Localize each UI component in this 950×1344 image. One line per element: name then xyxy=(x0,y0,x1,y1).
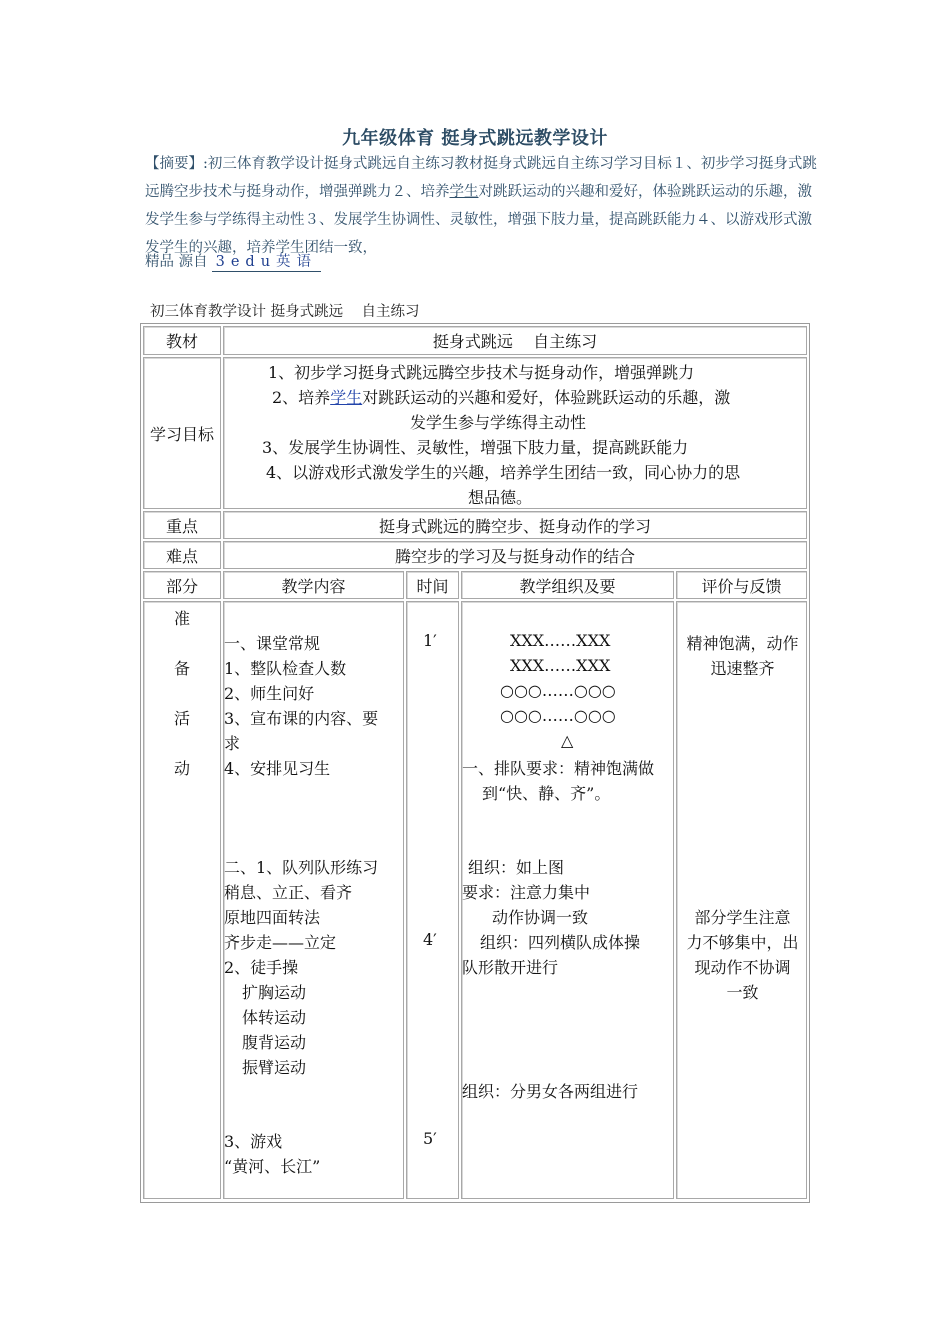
goal-2-suffix: 对跳跃运动的兴趣和爱好，体验跳跃运动的乐趣，激 xyxy=(362,388,731,407)
part-cell xyxy=(143,601,221,1199)
nandian-label-cell xyxy=(143,541,221,569)
nandian-value-cell xyxy=(223,541,807,569)
header-org: 教学组织及要 xyxy=(519,576,616,596)
goals-label: 学习目标 xyxy=(149,424,214,444)
table-caption: 初三体育教学设计 挺身式跳远 自主练习 xyxy=(150,304,420,320)
document-title: 九年级体育 挺身式跳远教学设计 xyxy=(342,128,608,149)
part-char-1: 准 xyxy=(174,609,191,628)
org-line-10: 动作协调一致 xyxy=(492,908,589,927)
part-char-4: 动 xyxy=(174,759,191,778)
header-content: 教学内容 xyxy=(281,576,346,596)
goals-label-cell xyxy=(143,357,221,509)
org-line-1: XXX……XXX xyxy=(510,631,611,650)
content-line-5: 求 xyxy=(224,734,241,753)
summary-text-1: 初三体育教学设计挺身式跳远自主练习教材挺身式跳远自主练习学习目标１、初步学习挺身式跳远腾空步技术与挺身动作，增强弹跳力２、培养 xyxy=(145,156,817,200)
org-line-12: 队形散开进行 xyxy=(462,958,559,977)
content-line-3: 2、师生问好 xyxy=(224,684,315,703)
part-char-3: 活 xyxy=(174,709,191,728)
org-line-9: 要求：注意力集中 xyxy=(462,883,591,902)
part-char-2: 备 xyxy=(174,659,191,678)
org-line-8: 组织：如上图 xyxy=(468,858,565,877)
summary-label: 【摘要】: xyxy=(145,156,208,172)
time-2: 4′ xyxy=(423,930,437,949)
header-part: 部分 xyxy=(165,576,198,596)
time-cell xyxy=(406,601,459,1199)
zhongdian-value: 挺身式跳远的腾空步、挺身动作的学习 xyxy=(378,516,651,536)
zhongdian-value-cell xyxy=(223,511,807,539)
content-line-1: 一、课堂常规 xyxy=(224,634,321,653)
eval-line-6: 一致 xyxy=(726,983,759,1002)
header-org-cell xyxy=(461,571,674,599)
header-part-cell xyxy=(143,571,221,599)
jiaocai-label-cell xyxy=(143,326,221,355)
jiaocai-value-cell xyxy=(223,326,807,355)
content-line-16: 3、游戏 xyxy=(224,1132,283,1151)
content-line-15: 振臂运动 xyxy=(242,1058,307,1077)
header-eval: 评价与反馈 xyxy=(701,576,782,596)
goal-2-continued: 发学生参与学练得主动性 xyxy=(410,413,587,432)
org-cell xyxy=(461,601,674,1199)
zhongdian-label: 重点 xyxy=(165,516,198,536)
content-line-10: 齐步走——立定 xyxy=(224,933,337,952)
eval-line-3: 部分学生注意 xyxy=(694,908,791,927)
goal-4: 4、以游戏形式激发学生的兴趣，培养学生团结一致，同心协力的思 xyxy=(266,463,741,482)
summary-text-2: 对跳跃运动的兴趣和爱好，体验跳跃运动的乐趣，激发学生参与学练得主动性３、发展学生协调性、灵敏性，增强下肢力量，提高跳跃能力４、以游戏形式激发学生的兴趣，培养学生团结一致， xyxy=(145,184,812,256)
goal-1: 1、初步学习挺身式跳远腾空步技术与挺身动作，增强弹跳力 xyxy=(268,363,695,382)
summary-student-link[interactable]: 学生 xyxy=(449,184,479,200)
content-cell xyxy=(223,601,404,1199)
org-line-13: 组织：分男女各两组进行 xyxy=(462,1082,639,1101)
content-line-13: 体转运动 xyxy=(242,1008,307,1027)
content-line-9: 原地四面转法 xyxy=(224,908,321,927)
nandian-value: 腾空步的学习及与挺身动作的结合 xyxy=(394,546,635,566)
source-link[interactable]: 3edu英语 xyxy=(212,250,321,272)
content-line-11: 2、徒手操 xyxy=(224,958,299,977)
header-time: 时间 xyxy=(416,576,449,596)
jiaocai-value: 挺身式跳远 自主练习 xyxy=(432,332,598,351)
source-line xyxy=(145,250,321,272)
jiaocai-label: 教材 xyxy=(165,332,198,351)
content-line-2: 1、整队检查人数 xyxy=(224,659,347,678)
eval-line-1: 精神饱满，动作 xyxy=(686,634,799,653)
goals-cell xyxy=(223,357,807,509)
nandian-label: 难点 xyxy=(165,546,198,566)
zhongdian-label-cell xyxy=(143,511,221,539)
eval-line-2: 迅速整齐 xyxy=(710,659,775,678)
org-line-7: 到“快、静、齐”。 xyxy=(482,784,611,803)
content-line-14: 腹背运动 xyxy=(242,1033,307,1052)
content-line-7: 二、1、队列队形练习 xyxy=(224,858,379,877)
header-content-cell xyxy=(223,571,404,599)
goal-2-student-link[interactable]: 学生 xyxy=(330,388,363,407)
org-line-3: ○○○……○○○ xyxy=(500,681,616,700)
org-line-11: 组织：四列横队成体操 xyxy=(480,933,641,952)
eval-line-4: 力不够集中，出 xyxy=(686,933,799,952)
eval-cell xyxy=(676,601,807,1199)
content-line-17: “黄河、长江” xyxy=(224,1157,321,1176)
lesson-plan-table xyxy=(140,323,810,1203)
org-line-5: △ xyxy=(561,731,574,750)
time-3: 5′ xyxy=(423,1129,437,1148)
org-line-4: ○○○……○○○ xyxy=(500,706,616,725)
goal-2-prefix: 2、培养 xyxy=(272,388,331,407)
content-line-6: 4、安排见习生 xyxy=(224,759,331,778)
header-time-cell xyxy=(406,571,459,599)
time-1: 1′ xyxy=(423,631,437,650)
header-eval-cell xyxy=(676,571,807,599)
summary-paragraph xyxy=(145,150,820,262)
org-line-6: 一、排队要求：精神饱满做 xyxy=(462,759,655,778)
source-prefix: 精品 源自 xyxy=(145,254,208,270)
goal-4-continued: 想品德。 xyxy=(468,488,533,507)
org-line-2: XXX……XXX xyxy=(510,656,611,675)
content-line-12: 扩胸运动 xyxy=(242,983,307,1002)
content-line-8: 稍息、立正、看齐 xyxy=(224,883,353,902)
content-line-4: 3、宣布课的内容、要 xyxy=(224,709,379,728)
eval-line-5: 现动作不协调 xyxy=(694,958,791,977)
goal-3: 3、发展学生协调性、灵敏性，增强下肢力量，提高跳跃能力 xyxy=(262,438,689,457)
goal-2-line xyxy=(272,385,730,408)
